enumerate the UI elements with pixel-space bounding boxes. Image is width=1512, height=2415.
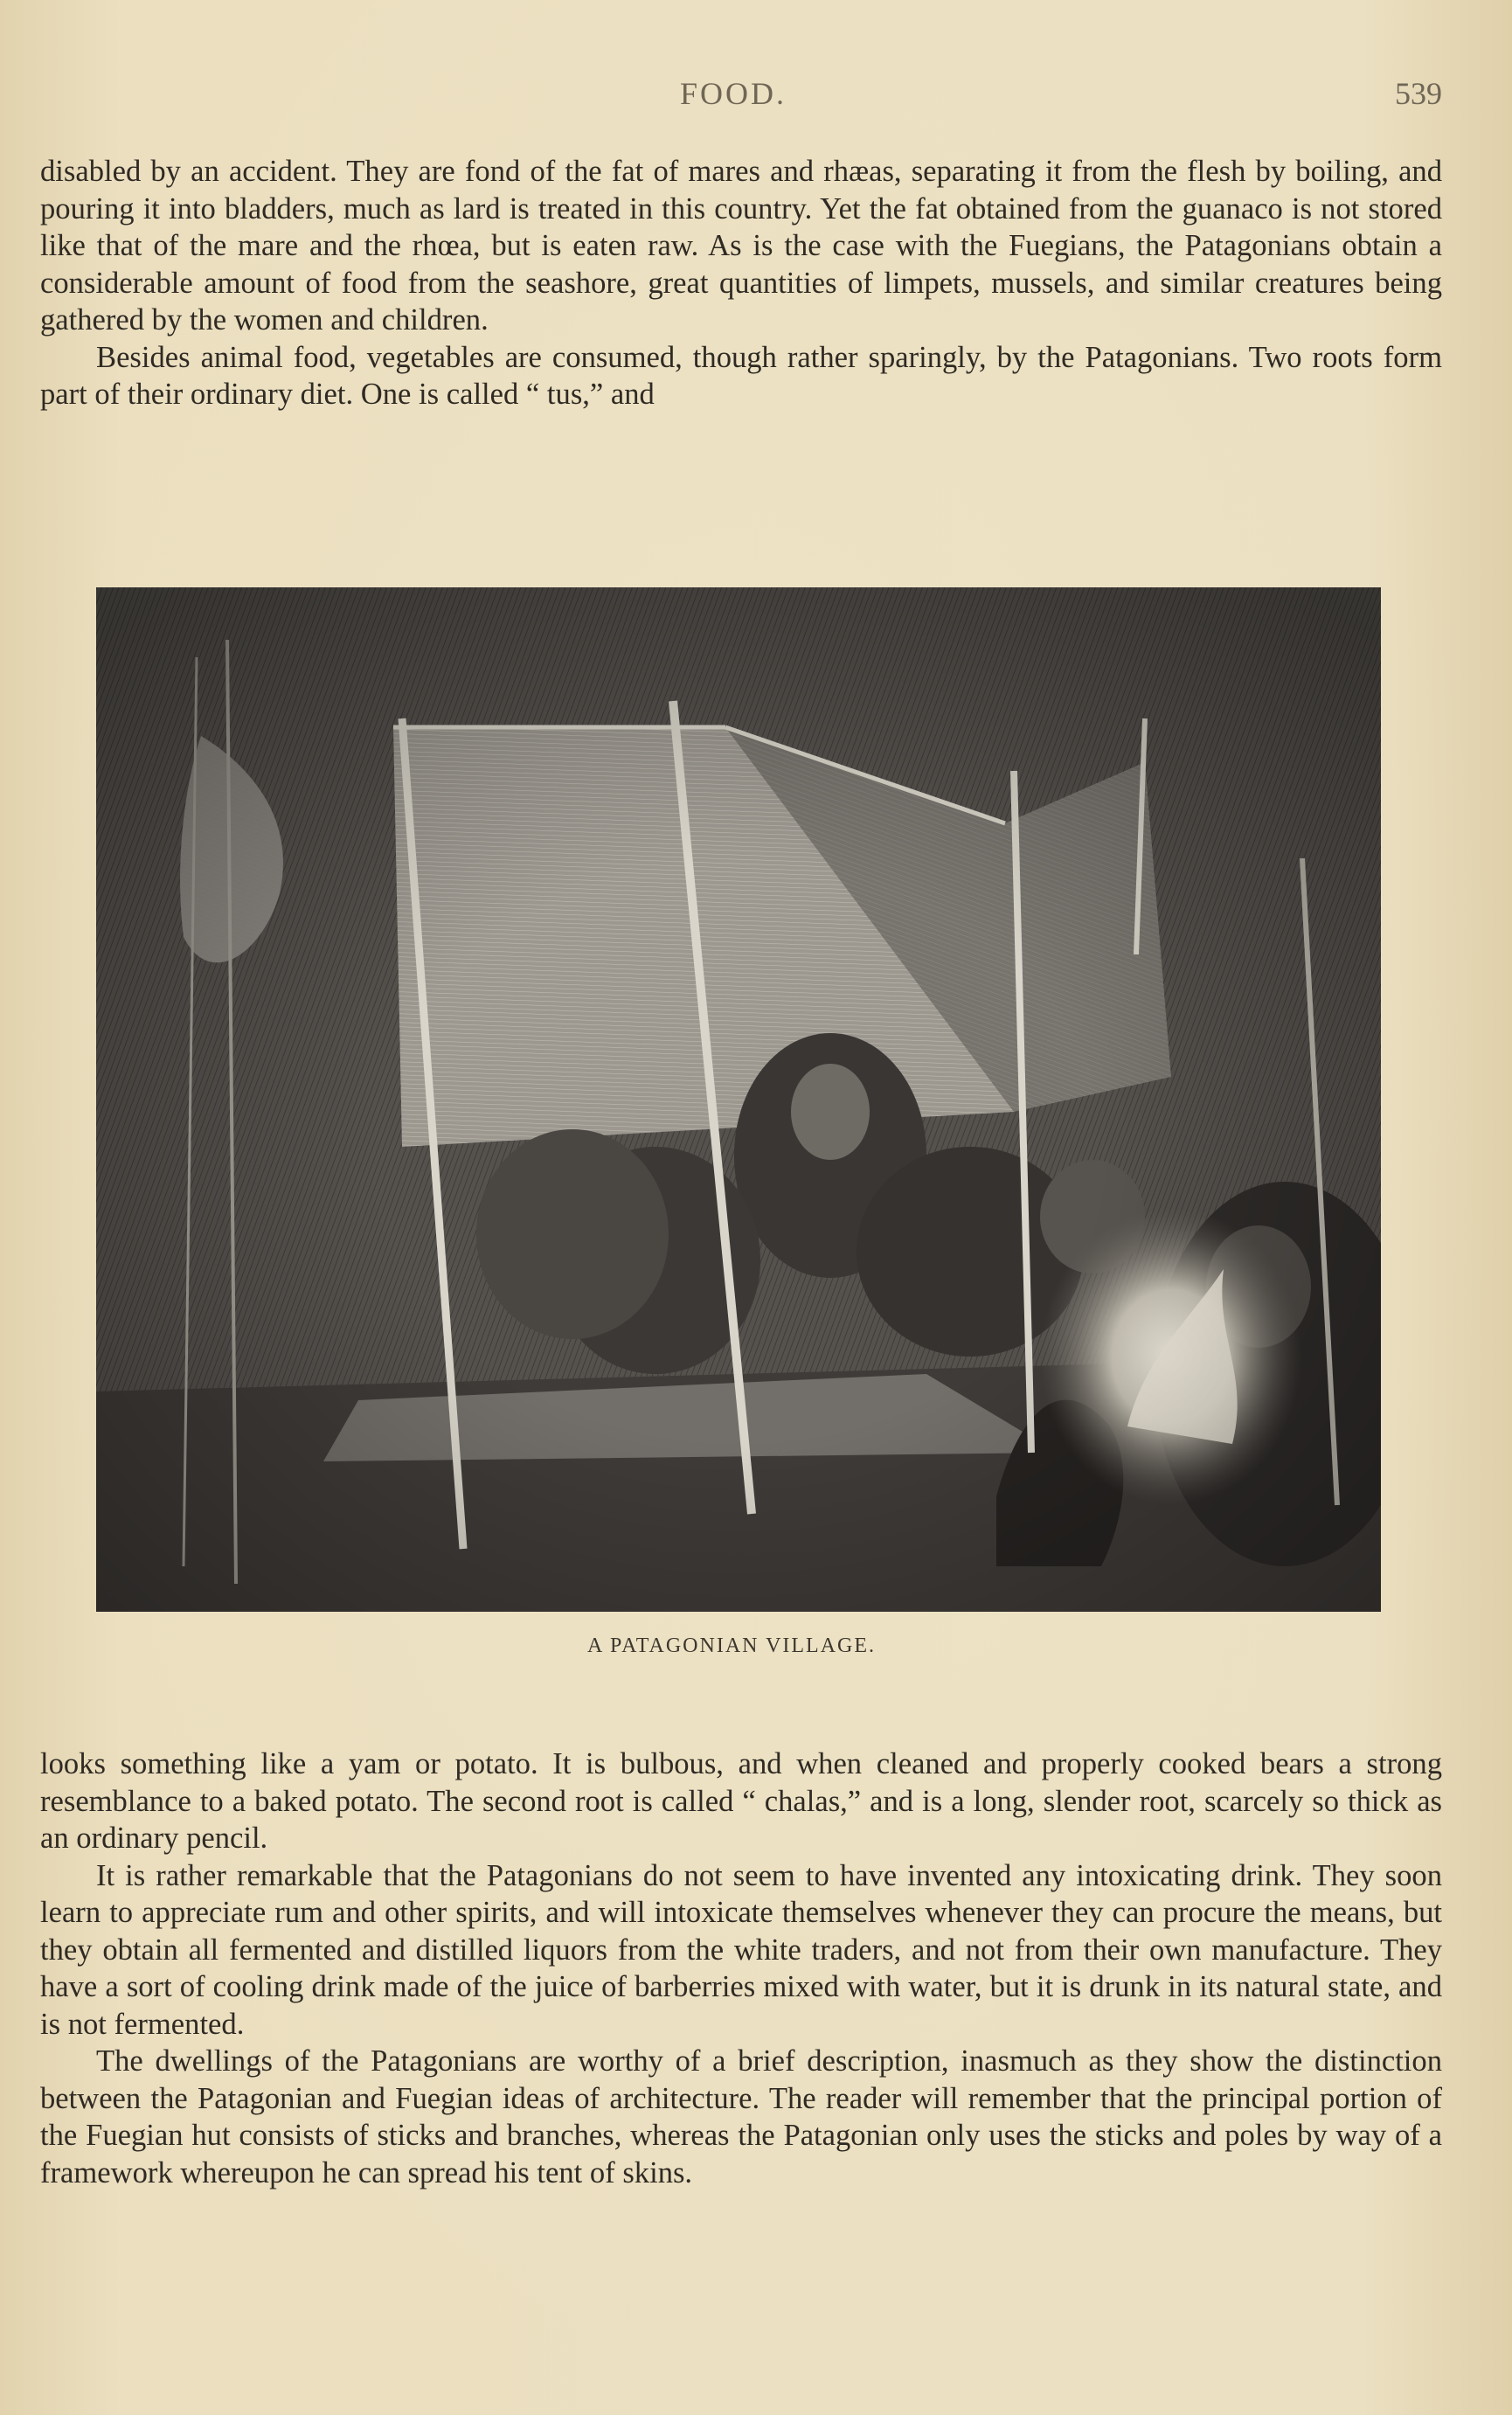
bottom-text-block [40,1745,1442,2191]
engraving-illustration [96,587,1381,1612]
paragraph-vegetables: Besides animal food, vegetables are consumed, though rather sparingly, by the Patagonians. Two roots form part of their ordinary diet. One is called “ tus,” and [40,340,1442,411]
running-head [0,75,1512,119]
patagonian-village-engraving [96,587,1381,1612]
paragraph-continued: disabled by an accident. They are fond of the fat of mares and rhæas, separating it from the flesh by boiling, and pouring it into bladders, much as lard is treated in this country. Yet the fat obtained from the guanaco is not stored like that of the mare and the rhœa, but is eaten raw. As is the case with the Fuegians, the Patagonians obtain a considerable amount of food from the seashore, great quantities of limpets, mussels, and similar creatures being gathered by the women and children. [40,155,1442,337]
figure-caption: A PATAGONIAN VILLAGE. [586,1634,877,1657]
paragraph-drink: It is rather remarkable that the Patagonians do not seem to have invented any intoxicating drink. They soon learn to appreciate rum and other spirits, and will intoxicate themselves whenever they can procure the means, but they obtain all fermented and distilled liquors from the white traders, and not from their own manufacture. They have a sort of cooling drink made of the juice of barberries mixed with water, but it is drunk in its natural state, and is not fermented. [40,1858,1442,2041]
top-text-block [40,153,1442,413]
paragraph-dwellings: The dwellings of the Patagonians are worthy of a brief description, inasmuch as they show the distinction between the Patagonian and Fuegian ideas of architecture. The reader will remember that the principal portion of the Fuegian hut consists of sticks and branches, whereas the Patagonian only uses the sticks and poles by way of a framework whereupon he can spread his tent of skins. [40,2044,1442,2189]
page-number: 539 [1395,76,1442,111]
paragraph-roots: looks something like a yam or potato. It is bulbous, and when cleaned and properly cooked bears a strong resemblance to a baked potato. The second root is called “ chalas,” and is a long, slender root, scarcely so thick as an ordinary pencil. [40,1747,1442,1855]
running-title: FOOD. [680,76,787,111]
